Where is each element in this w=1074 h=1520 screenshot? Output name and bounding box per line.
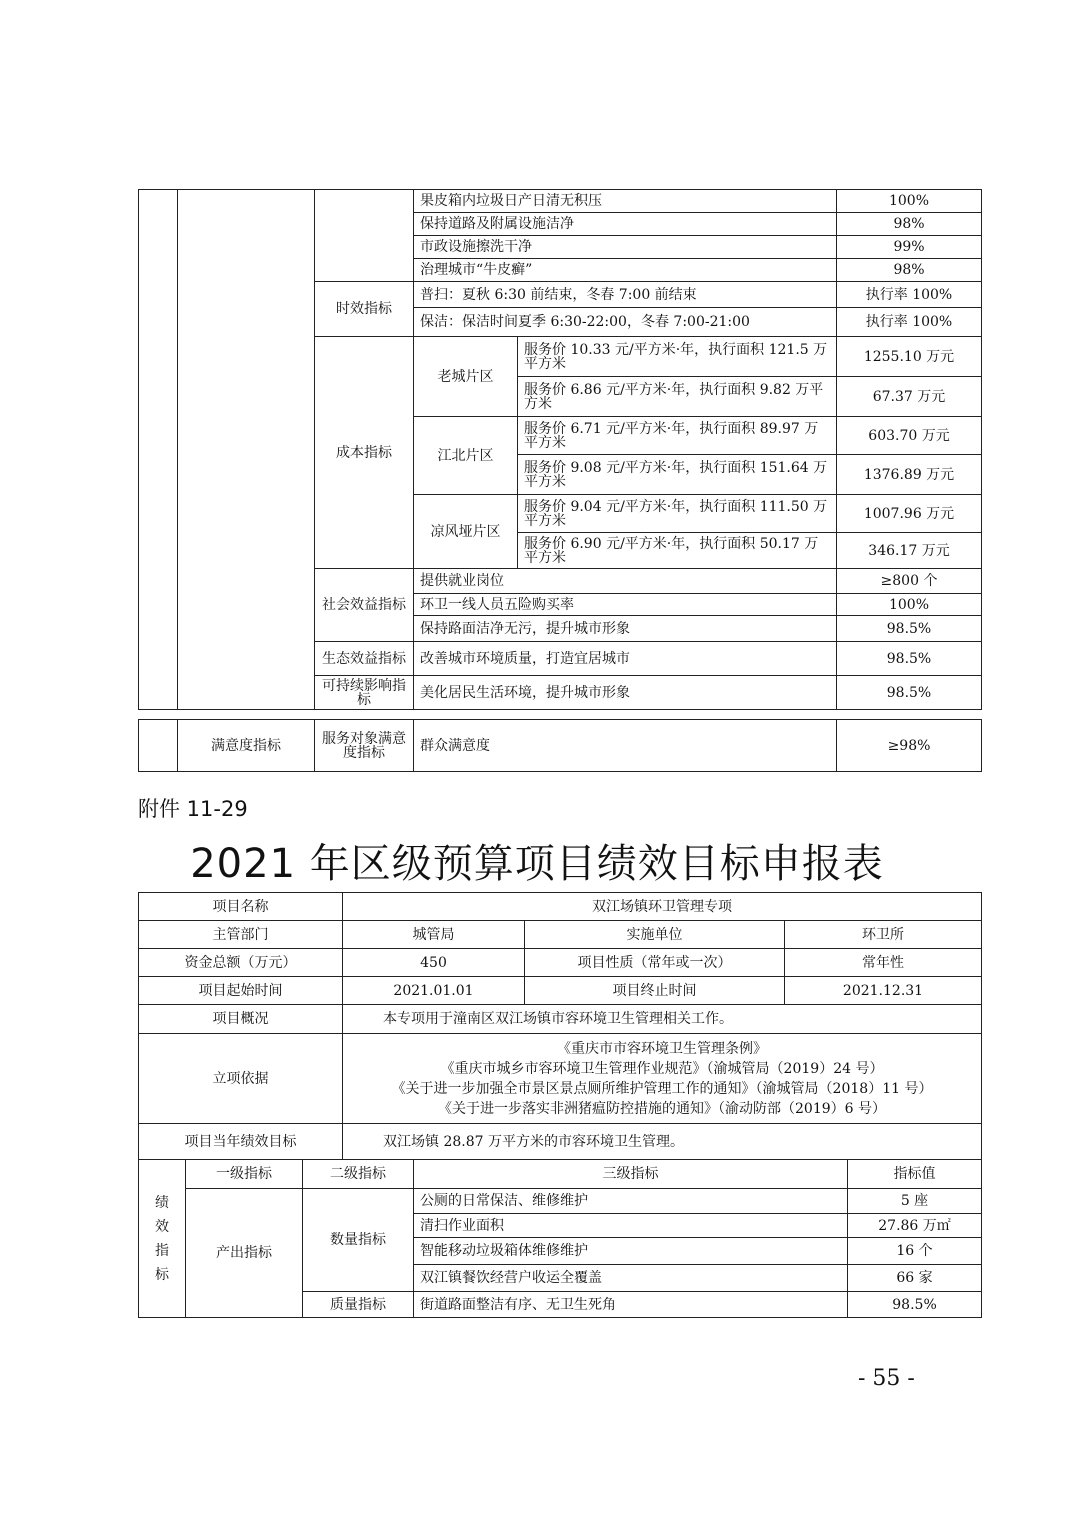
perf-label-char: 标 xyxy=(155,1266,169,1283)
table-row xyxy=(139,1124,982,1160)
dept-label: 主管部门 xyxy=(139,921,343,949)
cost-value: 603.70 万元 xyxy=(837,417,982,455)
area-name: 老城片区 xyxy=(414,337,518,417)
indicator-value: ≥98% xyxy=(837,720,982,772)
cost-text: 服务价 6.90 元/平方米·年，执行面积 50.17 万平方米 xyxy=(518,533,837,569)
budget-form-table xyxy=(138,892,982,1318)
basis-item: 《重庆市市容环境卫生管理条例》 xyxy=(557,1040,768,1057)
basis-item: 《关于进一步加强全市景区景点厕所维护管理工作的通知》（渝城管局（2018）11 号） xyxy=(391,1080,933,1097)
indicator-value: 执行率 100% xyxy=(837,282,982,308)
fund-label: 资金总额（万元） xyxy=(139,949,343,977)
indicator-text: 保洁：保洁时间夏季 6:30-22:00，冬春 7:00-21:00 xyxy=(414,308,837,337)
cost-value: 1376.89 万元 xyxy=(837,455,982,495)
quality-label: 质量指标 xyxy=(303,1292,414,1318)
indicator-value: 100% xyxy=(837,190,982,213)
head-level1: 一级指标 xyxy=(186,1160,303,1189)
indicator-value: 66 家 xyxy=(848,1265,982,1292)
quantity-label: 数量指标 xyxy=(303,1189,414,1292)
perf-label-char: 指 xyxy=(155,1242,169,1259)
indicator-value: ≥800 个 xyxy=(837,569,982,594)
social-label: 社会效益指标 xyxy=(315,569,414,642)
eco-label: 生态效益指标 xyxy=(315,642,414,676)
cost-text: 服务价 10.33 元/平方米·年，执行面积 121.5 万平方米 xyxy=(518,337,837,377)
cost-text: 服务价 9.04 元/平方米·年，执行面积 111.50 万平方米 xyxy=(518,495,837,533)
indicator-text: 普扫：夏秋 6:30 前结束，冬春 7:00 前结束 xyxy=(414,282,837,308)
indicator-text: 保持路面洁净无污，提升城市形象 xyxy=(414,616,837,642)
page-number: - 55 - xyxy=(858,1366,915,1391)
indicator-value: 99% xyxy=(837,236,982,259)
indicator-value: 27.86 万㎡ xyxy=(848,1214,982,1238)
indicator-value: 98.5% xyxy=(837,676,982,710)
continued-indicator-table xyxy=(138,189,982,710)
cost-text: 服务价 6.86 元/平方米·年，执行面积 9.82 万平方米 xyxy=(518,377,837,417)
indicator-text: 公厕的日常保洁、维修维护 xyxy=(414,1189,848,1214)
indicator-text: 环卫一线人员五险购买率 xyxy=(414,594,837,616)
table-row xyxy=(139,720,982,772)
cost-text: 服务价 9.08 元/平方米·年，执行面积 151.64 万平方米 xyxy=(518,455,837,495)
overview-label: 项目概况 xyxy=(139,1005,343,1034)
head-level2: 二级指标 xyxy=(303,1160,414,1189)
cost-text: 服务价 6.71 元/平方米·年，执行面积 89.97 万平方米 xyxy=(518,417,837,455)
goal-label: 项目当年绩效目标 xyxy=(139,1124,343,1160)
table-row xyxy=(139,1160,982,1189)
basis-item: 《重庆市城乡市容环境卫生管理作业规范》（渝城管局（2019）24 号） xyxy=(440,1060,884,1077)
indicator-text: 改善城市环境质量，打造宜居城市 xyxy=(414,642,837,676)
table-row xyxy=(139,921,982,949)
blank-cell xyxy=(178,190,315,710)
overview: 本专项用于潼南区双江场镇市容环境卫生管理相关工作。 xyxy=(343,1005,982,1034)
impl-label: 实施单位 xyxy=(525,921,785,949)
goal: 双江场镇 28.87 万平方米的市容环境卫生管理。 xyxy=(343,1124,982,1160)
table-row xyxy=(139,190,982,213)
start-date: 2021.01.01 xyxy=(343,977,525,1005)
indicator-text: 街道路面整洁有序、无卫生死角 xyxy=(414,1292,848,1318)
indicator-text: 果皮箱内垃圾日产日清无积压 xyxy=(414,190,837,213)
nature: 常年性 xyxy=(785,949,982,977)
head-value: 指标值 xyxy=(848,1160,982,1189)
indicator-text: 提供就业岗位 xyxy=(414,569,837,594)
basis-item: 《关于进一步落实非洲猪瘟防控措施的通知》（渝动防部（2019）6 号） xyxy=(438,1100,887,1117)
dept: 城管局 xyxy=(343,921,525,949)
sustain-label: 可持续影响指标 xyxy=(315,676,414,710)
indicator-text: 市政设施擦洗干净 xyxy=(414,236,837,259)
indicator-value: 执行率 100% xyxy=(837,308,982,337)
nature-label: 项目性质（常年或一次） xyxy=(525,949,785,977)
indicator-text: 双江镇餐饮经营户收运全覆盖 xyxy=(414,1265,848,1292)
annex-label: 附件 11-29 xyxy=(138,797,248,821)
indicator-value: 98% xyxy=(837,213,982,236)
table-row xyxy=(139,949,982,977)
project-name-label: 项目名称 xyxy=(139,893,343,921)
indicator-value: 98% xyxy=(837,259,982,282)
table-row xyxy=(139,977,982,1005)
satisfaction-row-table xyxy=(138,719,982,772)
table-row xyxy=(139,1034,982,1124)
cost-value: 1007.96 万元 xyxy=(837,495,982,533)
basis-label: 立项依据 xyxy=(139,1034,343,1124)
table-row xyxy=(139,893,982,921)
project-name: 双江场镇环卫管理专项 xyxy=(343,893,982,921)
cost-value: 346.17 万元 xyxy=(837,533,982,569)
indicator-text: 智能移动垃圾箱体维修维护 xyxy=(414,1238,848,1265)
area-name: 凉风垭片区 xyxy=(414,495,518,569)
area-name: 江北片区 xyxy=(414,417,518,495)
page-title: 2021 年区级预算项目绩效目标申报表 xyxy=(190,841,884,887)
indicator-value: 98.5% xyxy=(837,642,982,676)
end-label: 项目终止时间 xyxy=(525,977,785,1005)
perf-label xyxy=(139,1160,186,1318)
perf-label-char: 绩 xyxy=(155,1194,169,1211)
head-level3: 三级指标 xyxy=(414,1160,848,1189)
cost-value: 1255.10 万元 xyxy=(837,337,982,377)
timeliness-label: 时效指标 xyxy=(315,282,414,337)
indicator-value: 5 座 xyxy=(848,1189,982,1214)
indicator-text: 治理城市“牛皮癣” xyxy=(414,259,837,282)
end-date: 2021.12.31 xyxy=(785,977,982,1005)
fund: 450 xyxy=(343,949,525,977)
satisfaction-level2: 服务对象满意度指标 xyxy=(315,720,414,772)
perf-label-char: 效 xyxy=(155,1218,169,1235)
indicator-value: 100% xyxy=(837,594,982,616)
indicator-text: 群众满意度 xyxy=(414,720,837,772)
satisfaction-level1: 满意度指标 xyxy=(178,720,315,772)
output-label: 产出指标 xyxy=(186,1189,303,1318)
indicator-value: 98.5% xyxy=(837,616,982,642)
indicator-text: 清扫作业面积 xyxy=(414,1214,848,1238)
indicator-text: 美化居民生活环境，提升城市形象 xyxy=(414,676,837,710)
table-row xyxy=(139,1189,982,1214)
start-label: 项目起始时间 xyxy=(139,977,343,1005)
blank-cell xyxy=(139,190,178,710)
table-row xyxy=(139,1005,982,1034)
blank-cell xyxy=(315,190,414,282)
indicator-value: 16 个 xyxy=(848,1238,982,1265)
indicator-value: 98.5% xyxy=(848,1292,982,1318)
impl: 环卫所 xyxy=(785,921,982,949)
basis-list xyxy=(343,1034,982,1124)
cost-label: 成本指标 xyxy=(315,337,414,569)
cost-value: 67.37 万元 xyxy=(837,377,982,417)
indicator-text: 保持道路及附属设施洁净 xyxy=(414,213,837,236)
blank-cell xyxy=(139,720,178,772)
